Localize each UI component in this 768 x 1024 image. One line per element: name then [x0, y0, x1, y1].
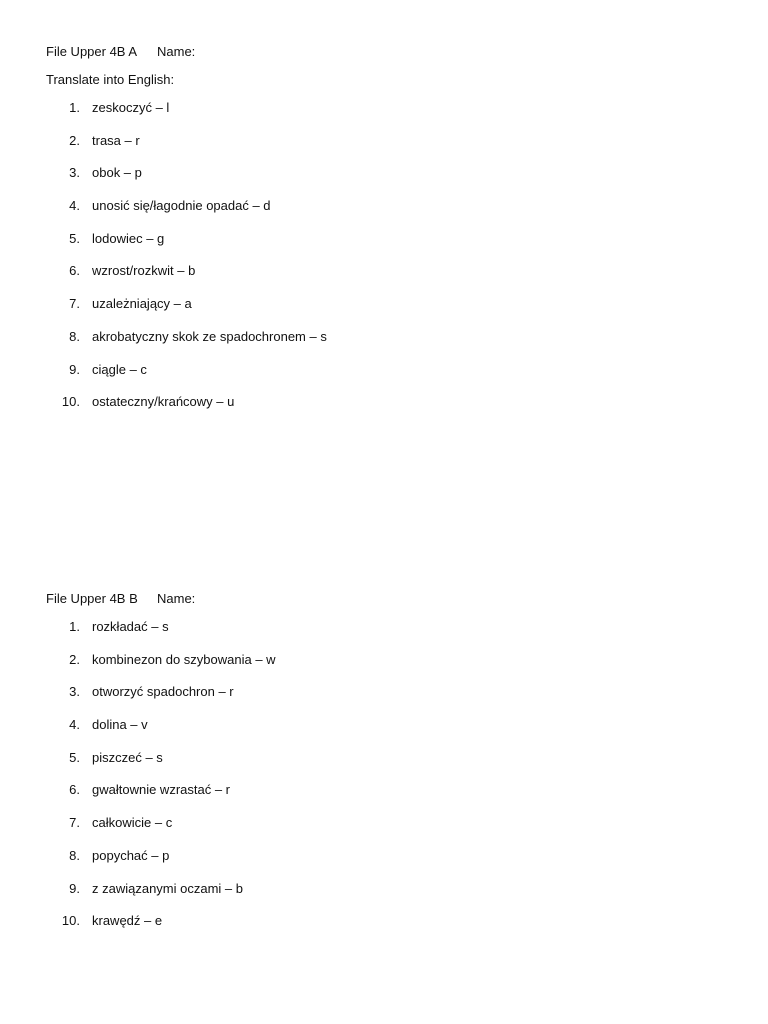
item-number: 5. [69, 230, 80, 246]
list-item [46, 814, 726, 832]
list-item [46, 651, 726, 669]
list-item [46, 716, 726, 734]
item-number: 10. [61, 394, 80, 410]
list-item [46, 262, 726, 280]
name-label: Name: [157, 591, 196, 606]
item-number: 6. [69, 263, 80, 279]
worksheet-section-b [46, 590, 726, 945]
item-number: 8. [69, 847, 80, 863]
item-number: 3. [69, 165, 80, 181]
list-item [46, 132, 726, 150]
item-text: kombinezon do szybowania – w [92, 651, 276, 667]
item-text: akrobatyczny skok ze spadochronem – s [92, 328, 327, 344]
item-number: 6. [69, 782, 80, 798]
item-number: 8. [69, 328, 80, 344]
list-item [46, 230, 726, 248]
item-number: 9. [69, 361, 80, 377]
item-text: rozkładać – s [92, 619, 169, 634]
item-number: 3. [69, 684, 80, 700]
list-item [46, 99, 726, 117]
item-text: ostateczny/krańcowy – u [92, 394, 235, 410]
item-number: 7. [69, 296, 80, 312]
item-text: lodowiec – g [92, 230, 165, 246]
item-number: 2. [69, 651, 80, 667]
list-item [46, 328, 726, 346]
list-item [46, 197, 726, 215]
list-item [46, 683, 726, 701]
list-item [46, 847, 726, 865]
list-item [46, 749, 726, 767]
item-text: popychać – p [92, 847, 170, 863]
item-number: 4. [69, 198, 80, 214]
vocabulary-list [46, 99, 726, 411]
list-item [46, 393, 726, 411]
item-text: z zawiązanymi oczami – b [92, 880, 243, 896]
instruction-text: Translate into English: [46, 72, 175, 87]
item-number: 2. [69, 132, 80, 148]
item-text: wzrost/rozkwit – b [92, 263, 196, 279]
item-number: 10. [61, 913, 80, 929]
list-item [46, 164, 726, 182]
item-text: zeskoczyć – l [92, 100, 170, 115]
section-header [46, 43, 726, 61]
list-item [46, 912, 726, 930]
item-text: uzależniający – a [92, 296, 192, 312]
item-text: trasa – r [92, 132, 140, 148]
item-number: 1. [69, 619, 80, 634]
item-number: 7. [69, 815, 80, 831]
item-number: 5. [69, 749, 80, 765]
item-text: gwałtownie wzrastać – r [92, 782, 230, 798]
worksheet-section-a [46, 43, 726, 426]
item-text: obok – p [92, 165, 142, 181]
file-label: File Upper 4B A [46, 44, 138, 59]
item-text: krawędź – e [92, 913, 163, 929]
list-item [46, 781, 726, 799]
item-text: otworzyć spadochron – r [92, 684, 234, 700]
section-header [46, 590, 726, 608]
list-item [46, 618, 726, 636]
item-number: 4. [69, 717, 80, 733]
item-text: unosić się/łagodnie opadać – d [92, 198, 271, 214]
item-number: 9. [69, 880, 80, 896]
file-label: File Upper 4B B [46, 591, 138, 606]
list-item [46, 880, 726, 898]
name-label: Name: [157, 44, 196, 59]
item-text: ciągle – c [92, 361, 147, 377]
item-text: piszczeć – s [92, 749, 163, 765]
vocabulary-list [46, 618, 726, 930]
item-text: całkowicie – c [92, 815, 173, 831]
list-item [46, 361, 726, 379]
item-text: dolina – v [92, 717, 148, 733]
item-number: 1. [69, 100, 80, 115]
list-item [46, 295, 726, 313]
